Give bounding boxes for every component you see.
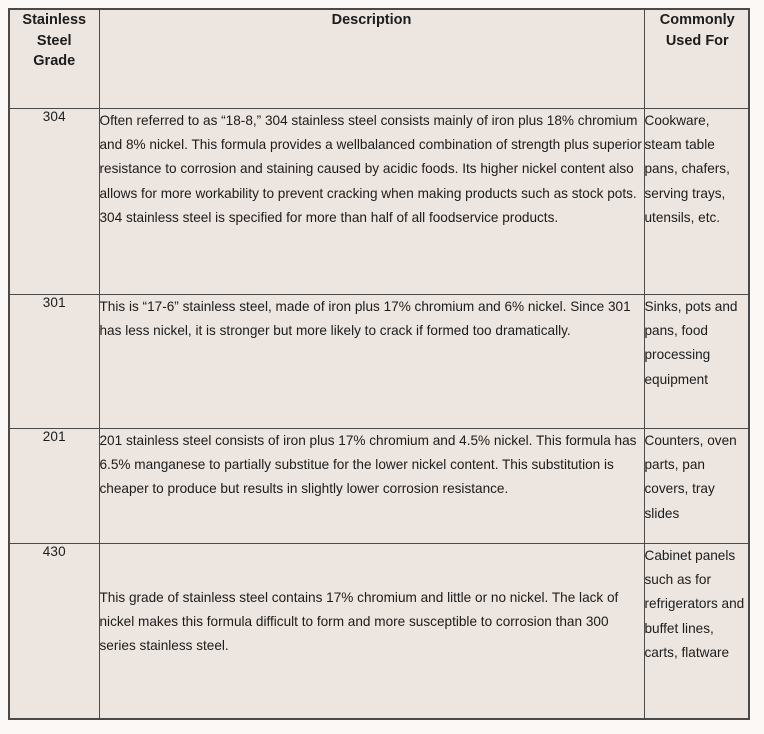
column-header-grade: Stainless Steel Grade — [9, 9, 99, 109]
table-body — [9, 109, 749, 719]
cell-description: This is “17-6” stainless steel, made of iron plus 17% chromium and 6% nickel. Since 301 has less nickel, it is stronger but more likely to crack if formed too dramatically. — [99, 295, 644, 429]
cell-commonly-used-for: Sinks, pots and pans, food processing equipment — [644, 295, 749, 429]
column-header-description: Description — [99, 9, 644, 109]
cell-grade: 301 — [9, 295, 99, 429]
table-header — [9, 9, 749, 109]
cell-grade: 430 — [9, 544, 99, 719]
cell-commonly-used-for: Cookware, steam table pans, chafers, serving trays, utensils, etc. — [644, 109, 749, 295]
cell-description: Often referred to as “18-8,” 304 stainless steel consists mainly of iron plus 18% chromium and 8% nickel. This formula provides a wellbalanced combination of strength plus superior resistance to corrosion and staining caused by acidic foods. Its higher nickel content also allows for more workability to prevent cracking when making products such as stock pots. 304 stainless steel is specified for more than half of all foodservice products. — [99, 109, 644, 295]
cell-description: 201 stainless steel consists of iron plus 17% chromium and 4.5% nickel. This formula has 6.5% manganese to partially substitue for the lower nickel content. This substitution is cheaper to produce but results in slightly lower corrosion resistance. — [99, 429, 644, 544]
table-header-row — [9, 9, 749, 109]
cell-commonly-used-for: Counters, oven parts, pan covers, tray slides — [644, 429, 749, 544]
cell-description: This grade of stainless steel contains 17% chromium and little or no nickel. The lack of nickel makes this formula difficult to form and more susceptible to corrosion than 300 series stainless steel. — [99, 544, 644, 719]
cell-commonly-used-for: Cabinet panels such as for refrigerators and buffet lines, carts, flatware — [644, 544, 749, 719]
cell-grade: 201 — [9, 429, 99, 544]
table-row — [9, 295, 749, 429]
table-row — [9, 544, 749, 719]
cell-grade: 304 — [9, 109, 99, 295]
table-row — [9, 429, 749, 544]
column-header-commonly-used-for: Commonly Used For — [644, 9, 749, 109]
stainless-steel-grades-table — [8, 8, 750, 720]
table-row — [9, 109, 749, 295]
